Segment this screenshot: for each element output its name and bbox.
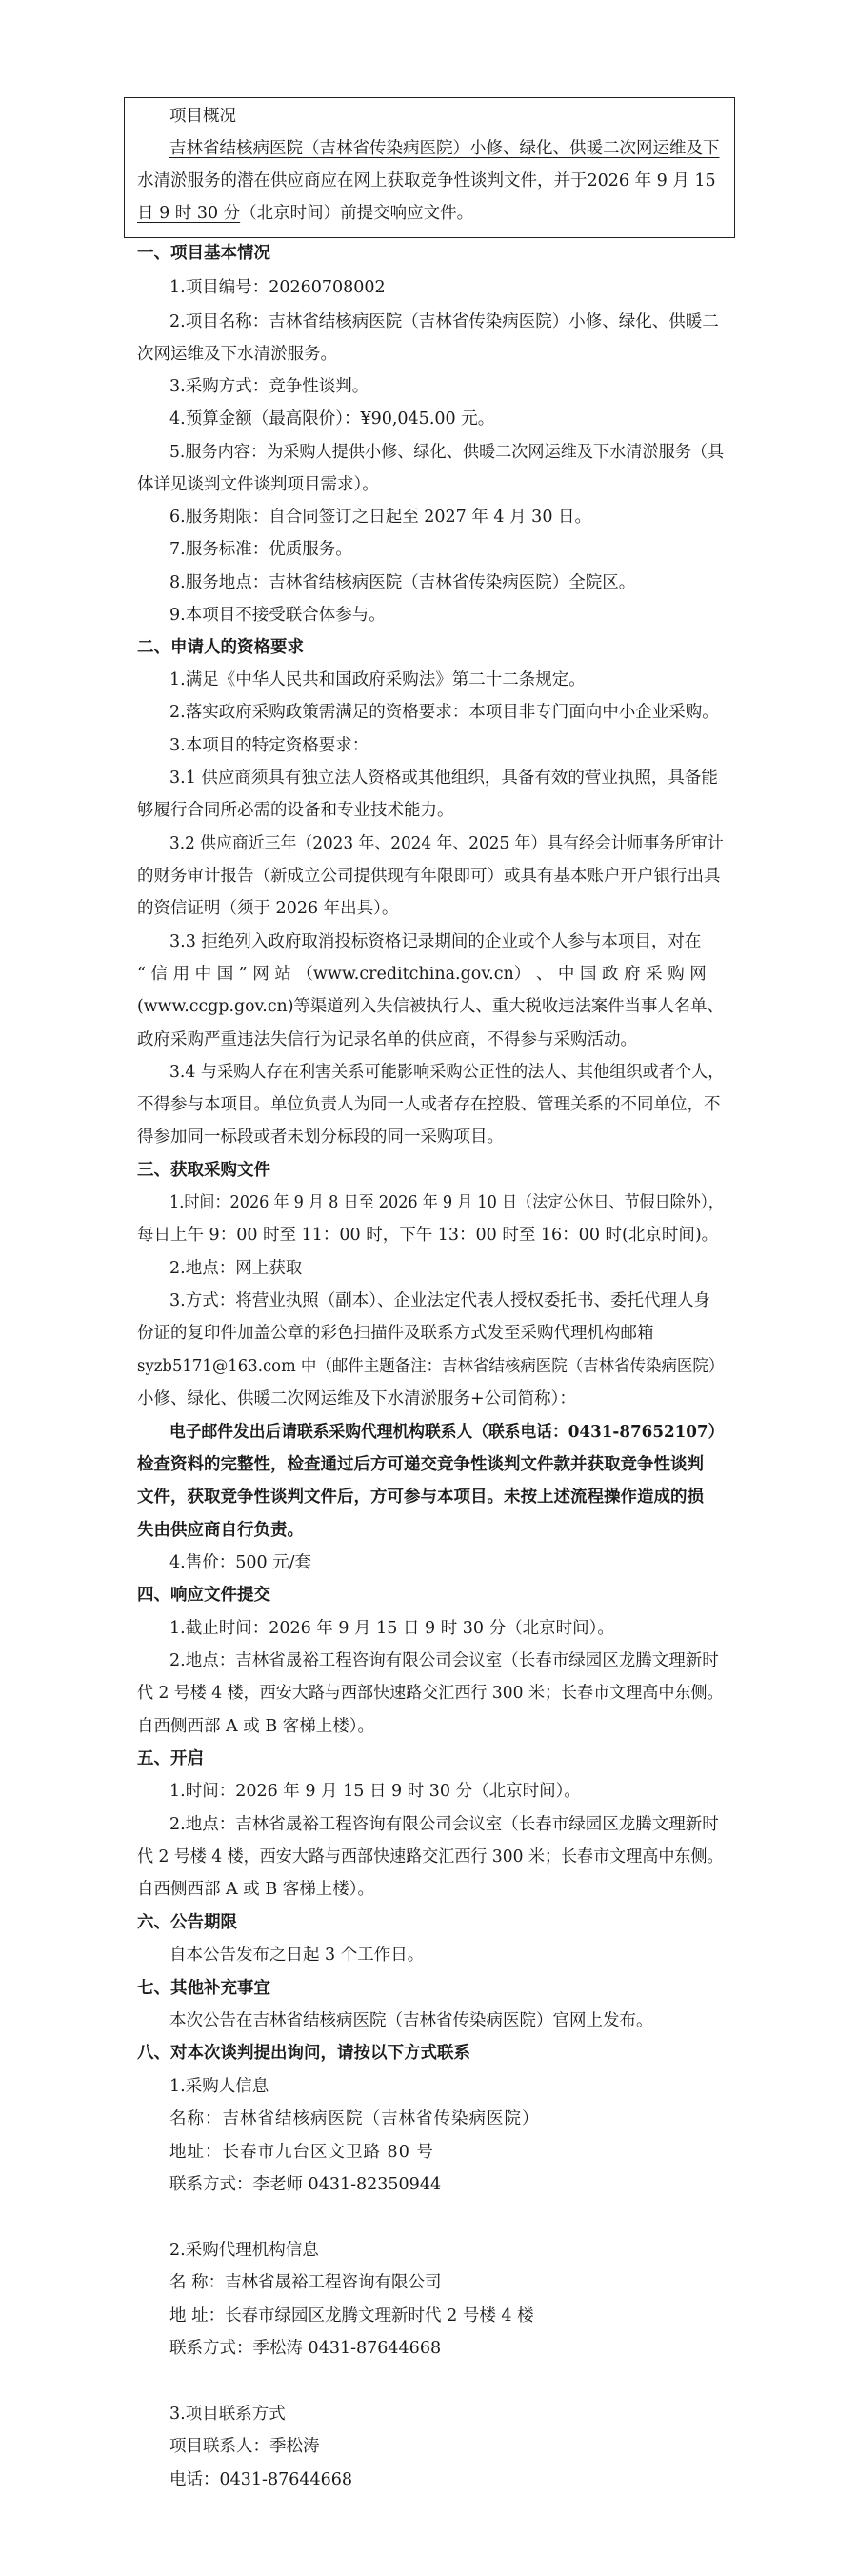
s1-item-9: 9.本项目不接受联合体参与。 — [169, 606, 386, 625]
s2-item-32a: 3.2 供应商近三年（2023 年、2024 年、2025 年）具有经会计师事务所审计 — [169, 834, 724, 853]
s2-item-32b: 的财务审计报告（新成立公司提供现有年限即可）或具有基本账户开户银行出具 — [137, 867, 721, 886]
purchaser-address: 地址：长春市九台区文卫路 80 号 — [169, 2143, 434, 2162]
s3-note-1: 电子邮件发出后请联系采购代理机构联系人（联系电话：0431-87652107） — [169, 1423, 725, 1442]
s2-item-1: 1.满足《中华人民共和国政府采购法》第二十二条规定。 — [169, 670, 586, 689]
s2-item-31b: 够履行合同所必需的设备和专业技术能力。 — [137, 801, 454, 820]
s3-item-4: 4.售价：500 元/套 — [169, 1553, 312, 1572]
s1-item-5a: 5.服务内容：为采购人提供小修、绿化、供暖二次网运维及下水清淤服务（具 — [169, 443, 725, 462]
purchaser-name: 名称：吉林省结核病医院（吉林省传染病医院） — [169, 2109, 540, 2128]
deadline-time: 日 9 时 30 分 — [137, 204, 241, 223]
s7-item-1: 本次公告在吉林省结核病医院（吉林省传染病医院）官网上发布。 — [169, 2011, 653, 2030]
s5-item-2b: 代 2 号楼 4 楼，西安大路与西部快速路交汇西行 300 米；长春市文理高中东侧。 — [137, 1847, 724, 1867]
section-2-title: 二、申请人的资格要求 — [137, 638, 304, 657]
s2-item-34a: 3.4 与采购人存在利害关系可能影响采购公正性的法人、其他组织或者个人， — [169, 1063, 725, 1082]
s1-item-1: 1.项目编号：20260708002 — [169, 278, 386, 297]
s2-item-3: 3.本项目的特定资格要求： — [169, 736, 369, 755]
s3-item-3c: syzb5171@163.com 中（邮件主题备注：吉林省结核病医院（吉林省传染病医院） — [137, 1357, 725, 1376]
section-1-title: 一、项目基本情况 — [137, 244, 270, 263]
s3-item-3b: 份证的复印件加盖公章的彩色扫描件及联系方式发至采购代理机构邮箱 — [137, 1324, 654, 1343]
overview-line-2 — [137, 173, 716, 190]
project-contact-person: 项目联系人：季松涛 — [169, 2437, 320, 2456]
s4-item-2a: 2.地点：吉林省晟裕工程咨询有限公司会议室（长春市绿园区龙腾文理新时 — [169, 1651, 719, 1670]
s3-note-3: 文件，获取竞争性谈判文件后，方可参与本项目。未按上述流程操作造成的损 — [137, 1488, 704, 1507]
deadline-date: 2026 年 9 月 15 — [587, 171, 716, 190]
s1-item-6: 6.服务期限：自合同签订之日起至 2027 年 4 月 30 日。 — [169, 508, 592, 527]
s2-item-33d: 政府采购严重违法失信行为记录名单的供应商，不得参与采购活动。 — [137, 1030, 637, 1049]
purchaser-heading: 1.采购人信息 — [169, 2077, 269, 2096]
s2-item-34c: 得参加同一标段或者未划分标段的同一采购项目。 — [137, 1128, 504, 1147]
s2-item-32c: 的资信证明（须于 2026 年出具）。 — [137, 899, 399, 918]
project-name-tail: 水清淤服务 — [137, 171, 221, 190]
s3-item-3a: 3.方式：将营业执照（副本）、企业法定代表人授权委托书、委托代理人身 — [169, 1291, 710, 1310]
section-4-title: 四、响应文件提交 — [137, 1586, 270, 1605]
s3-note-2: 检查资料的完整性，检查通过后方可递交竞争性谈判文件款并获取竞争性谈判 — [137, 1455, 704, 1474]
agency-address: 地 址：长春市绿园区龙腾文理新时代 2 号楼 4 楼 — [169, 2306, 534, 2326]
overview-line-1: 吉林省结核病医院（吉林省传染病医院）小修、绿化、供暖二次网运维及下 — [169, 139, 720, 158]
s2-item-31a: 3.1 供应商须具有独立法人资格或其他组织，具备有效的营业执照，具备能 — [169, 769, 718, 788]
agency-name: 名 称：吉林省晟裕工程咨询有限公司 — [169, 2273, 442, 2292]
s1-item-2a: 2.项目名称：吉林省结核病医院（吉林省传染病医院）小修、绿化、供暖二 — [169, 312, 719, 331]
s5-item-2c: 自西侧西部 A 或 B 客梯上楼）。 — [137, 1880, 374, 1899]
s4-item-2b: 代 2 号楼 4 楼，西安大路与西部快速路交汇西行 300 米；长春市文理高中东侧。 — [137, 1684, 724, 1703]
s2-item-34b: 不得参与本项目。单位负责人为同一人或者存在控股、管理关系的不同单位，不 — [137, 1095, 721, 1114]
overview-text: 的潜在供应商应在网上获取竞争性谈判文件，并于 — [220, 171, 588, 190]
s3-item-1b: 每日上午 9：00 时至 11：00 时，下午 13：00 时至 16：00 时(北京时间)。 — [137, 1226, 719, 1245]
s2-item-33b: “ 信 用 中 国 ” 网 站 （www.creditchina.gov.cn） 、 中 国 政 府 采 购 网 — [137, 965, 707, 984]
s2-item-33c: (www.ccgp.gov.cn)等渠道列入失信被执行人、重大税收违法案件当事人名单、 — [137, 997, 724, 1016]
s6-item-1: 自本公告发布之日起 3 个工作日。 — [169, 1946, 425, 1965]
purchaser-contact: 联系方式：李老师 0431-82350944 — [169, 2175, 442, 2194]
s1-item-8: 8.服务地点：吉林省结核病医院（吉林省传染病医院）全院区。 — [169, 573, 636, 592]
s3-item-1a: 1.时间：2026 年 9 月 8 日至 2026 年 9 月 10 日（法定公休日、节假日除外）， — [169, 1193, 724, 1212]
s1-item-2b: 次网运维及下水清淤服务。 — [137, 345, 337, 364]
s4-item-1: 1.截止时间：2026 年 9 月 15 日 9 时 30 分（北京时间）。 — [169, 1619, 614, 1638]
s3-item-2: 2.地点：网上获取 — [169, 1259, 303, 1278]
s2-item-33a: 3.3 拒绝列入政府取消投标资格记录期间的企业或个人参与本项目，对在 — [169, 932, 702, 951]
section-3-title: 三、获取采购文件 — [137, 1161, 270, 1180]
overview-title: 项目概况 — [169, 107, 236, 126]
agency-heading: 2.采购代理机构信息 — [169, 2241, 319, 2260]
s1-item-7: 7.服务标准：优质服务。 — [169, 540, 352, 559]
project-contact-phone: 电话：0431-87644668 — [169, 2470, 353, 2489]
s1-item-5b: 体详见谈判文件谈判项目需求）。 — [137, 475, 379, 494]
s4-item-2c: 自西侧西部 A 或 B 客梯上楼）。 — [137, 1717, 374, 1736]
project-contact-heading: 3.项目联系方式 — [169, 2405, 286, 2424]
section-5-title: 五、开启 — [137, 1749, 204, 1768]
overview-text-end: （北京时间）前提交响应文件。 — [240, 204, 474, 223]
s3-item-3d: 小修、绿化、供暖二次网运维及下水清淤服务+公司简称）： — [137, 1389, 576, 1408]
s1-item-4: 4.预算金额（最高限价）：¥90,045.00 元。 — [169, 409, 495, 429]
section-6-title: 六、公告期限 — [137, 1913, 237, 1932]
section-8-title: 八、对本次谈判提出询问，请按以下方式联系 — [137, 2044, 470, 2063]
s1-item-3: 3.采购方式：竞争性谈判。 — [169, 377, 369, 396]
s5-item-1: 1.时间：2026 年 9 月 15 日 9 时 30 分（北京时间）。 — [169, 1782, 581, 1801]
s2-item-2: 2.落实政府采购政策需满足的资格要求：本项目非专门面向中小企业采购。 — [169, 703, 719, 722]
s3-note-4: 失由供应商自行负责。 — [137, 1521, 304, 1540]
overview-line-3 — [137, 206, 473, 223]
s5-item-2a: 2.地点：吉林省晟裕工程咨询有限公司会议室（长春市绿园区龙腾文理新时 — [169, 1815, 719, 1834]
agency-contact: 联系方式：季松涛 0431-87644668 — [169, 2339, 442, 2358]
section-7-title: 七、其他补充事宜 — [137, 1979, 270, 1998]
